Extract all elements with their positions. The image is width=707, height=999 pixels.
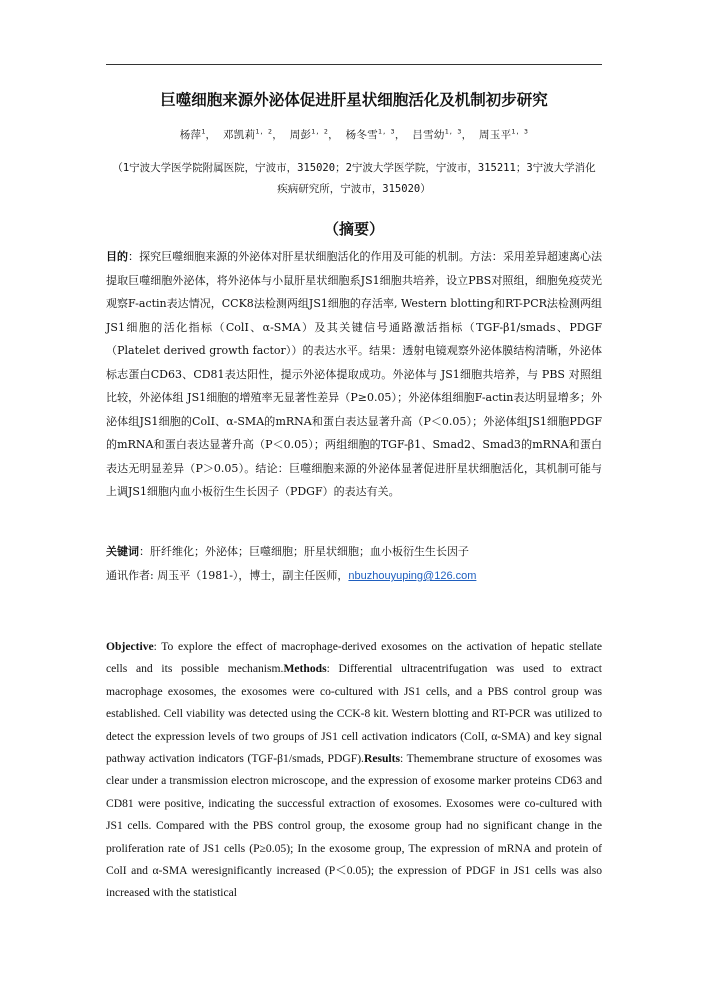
author-separator: ， [328, 129, 339, 141]
abstract-heading: （摘要） [323, 220, 384, 238]
keywords-label: 关键词 [106, 545, 139, 558]
author-affil-sup: 1 [201, 127, 206, 136]
correspondence [106, 565, 602, 587]
english-abstract [106, 636, 602, 905]
methods-text: : Differential ultracentrifugation was used to extract macrophage exosomes, the exosomes were co-cultured with JS1 cells, and a PBS control group was established. Cell viability was detected using the CCK-8 kit. Western blotting and RT-PCR was utilized to detect the expression levels of two groups of JS1 cell activation indicators (ColI, α-SMA) and key signal pathway activation indicators (TGF-β1/smads, PDGF). [106, 662, 603, 766]
results-label: Results [363, 752, 401, 766]
author-name: 邓凯莉 [222, 129, 256, 141]
author-separator: ， [272, 129, 284, 141]
author-name: 吕雪幼 [412, 129, 445, 141]
author-name: 杨冬雪 [345, 129, 378, 141]
author-affil-sup: 1, 3 [378, 127, 395, 136]
methods-label: Methods [283, 662, 327, 676]
author-affil-sup: 1, 3 [444, 127, 462, 136]
email-link[interactable]: nbuzhouyuping@126.com [348, 570, 477, 582]
objective-label: Objective [106, 640, 154, 653]
author-affil-sup: 1, 3 [511, 127, 529, 136]
author-separator: ， [394, 129, 406, 141]
author-affil-sup: 1, 2 [311, 127, 329, 136]
objective-text: : To explore the effect of macrophage-derived exosomes on the activation of hepatic stellate cells and its possible mechanism. [106, 640, 602, 676]
author-separator: ， [205, 129, 217, 141]
chinese-abstract [106, 245, 602, 504]
author-name: 周玉平 [479, 129, 512, 141]
zh-abstract-label: 目的 [106, 250, 129, 263]
author-affil-sup: 1, 2 [255, 127, 273, 136]
author-name: 周彭 [289, 129, 312, 141]
results-text: : Themembrane structure of exosomes was clear under a transmission electron microscope, and the expression of exosome marker proteins CD63 and CD81 were positive, indicating the successful extraction of exosomes. Exosomes were co-cultured with JS1 cells. Compared with the PBS control group, the exosome group had no significant change in the proliferation rate of JS1 cells (P≥0.05); In the exosome group, The expression of mRNA and protein of ColI and α-SMA weresignificantly increased (P＜0.05); the expression of PDGF in JS1 cells was also increased with the statistical [106, 752, 602, 900]
top-rule [106, 64, 602, 65]
zh-abstract-text: ：探究巨噬细胞来源的外泌体对肝星状细胞活化的作用及可能的机制。方法：采用差异超速离心法提取巨噬细胞外泌体，将外泌体与小鼠肝星状细胞系JS1细胞共培养，设立PBS对照组，细胞免疫荧光观察F-actin表达情况，CCK8法检测两组JS1细胞的存活率, Western blotting和RT-PCR法检测两组JS1细胞的活化指标（ColI、α-SMA）及其关键信号通路激活指标（TGF-β1/smads、PDGF（Platelet derived growth factor））的表达水平。结果：透射电镜观察外泌体膜结构清晰，外泌体标志蛋白CD63、CD81表达阳性，提示外泌体提取成功。外泌体与 JS1细胞共培养，与 PBS 对照组比较，外泌体组 JS1细胞的增殖率无显著性差异（P≥0.05）；外泌体组细胞F-actin表达明显增多；外泌体组JS1细胞的ColI、α-SMA的mRNA和蛋白表达显著升高（P＜0.05）；外泌体组JS1细胞PDGF的mRNA和蛋白表达显著升高（P＜0.05）；两组细胞的TGF-β1、Smad2、Smad3的mRNA和蛋白表达无明显差异（P＞0.05）。结论：巨噬细胞来源的外泌体显著促进肝星状细胞活化，其机制可能与上调JS1细胞内血小板衍生生长因子（PDGF）的表达有关。 [106, 250, 602, 498]
paper-title: 巨噬细胞来源外泌体促进肝星状细胞活化及机制初步研究 [160, 91, 548, 109]
keywords-text: ：肝纤维化；外泌体；巨噬细胞；肝星状细胞；血小板衍生生长因子 [139, 545, 469, 558]
keywords [106, 541, 602, 563]
affiliations: （1宁波大学医学院附属医院，宁波市，315020；2宁波大学医学院，宁波市，315211；3宁波大学消化疾病研究所，宁波市，315020） [112, 162, 596, 195]
author-list [106, 127, 602, 142]
author-name: 杨萍 [179, 129, 202, 141]
correspondence-text: 通讯作者: 周玉平（1981-），博士，副主任医师， [106, 569, 349, 582]
author-separator: ， [461, 129, 473, 141]
